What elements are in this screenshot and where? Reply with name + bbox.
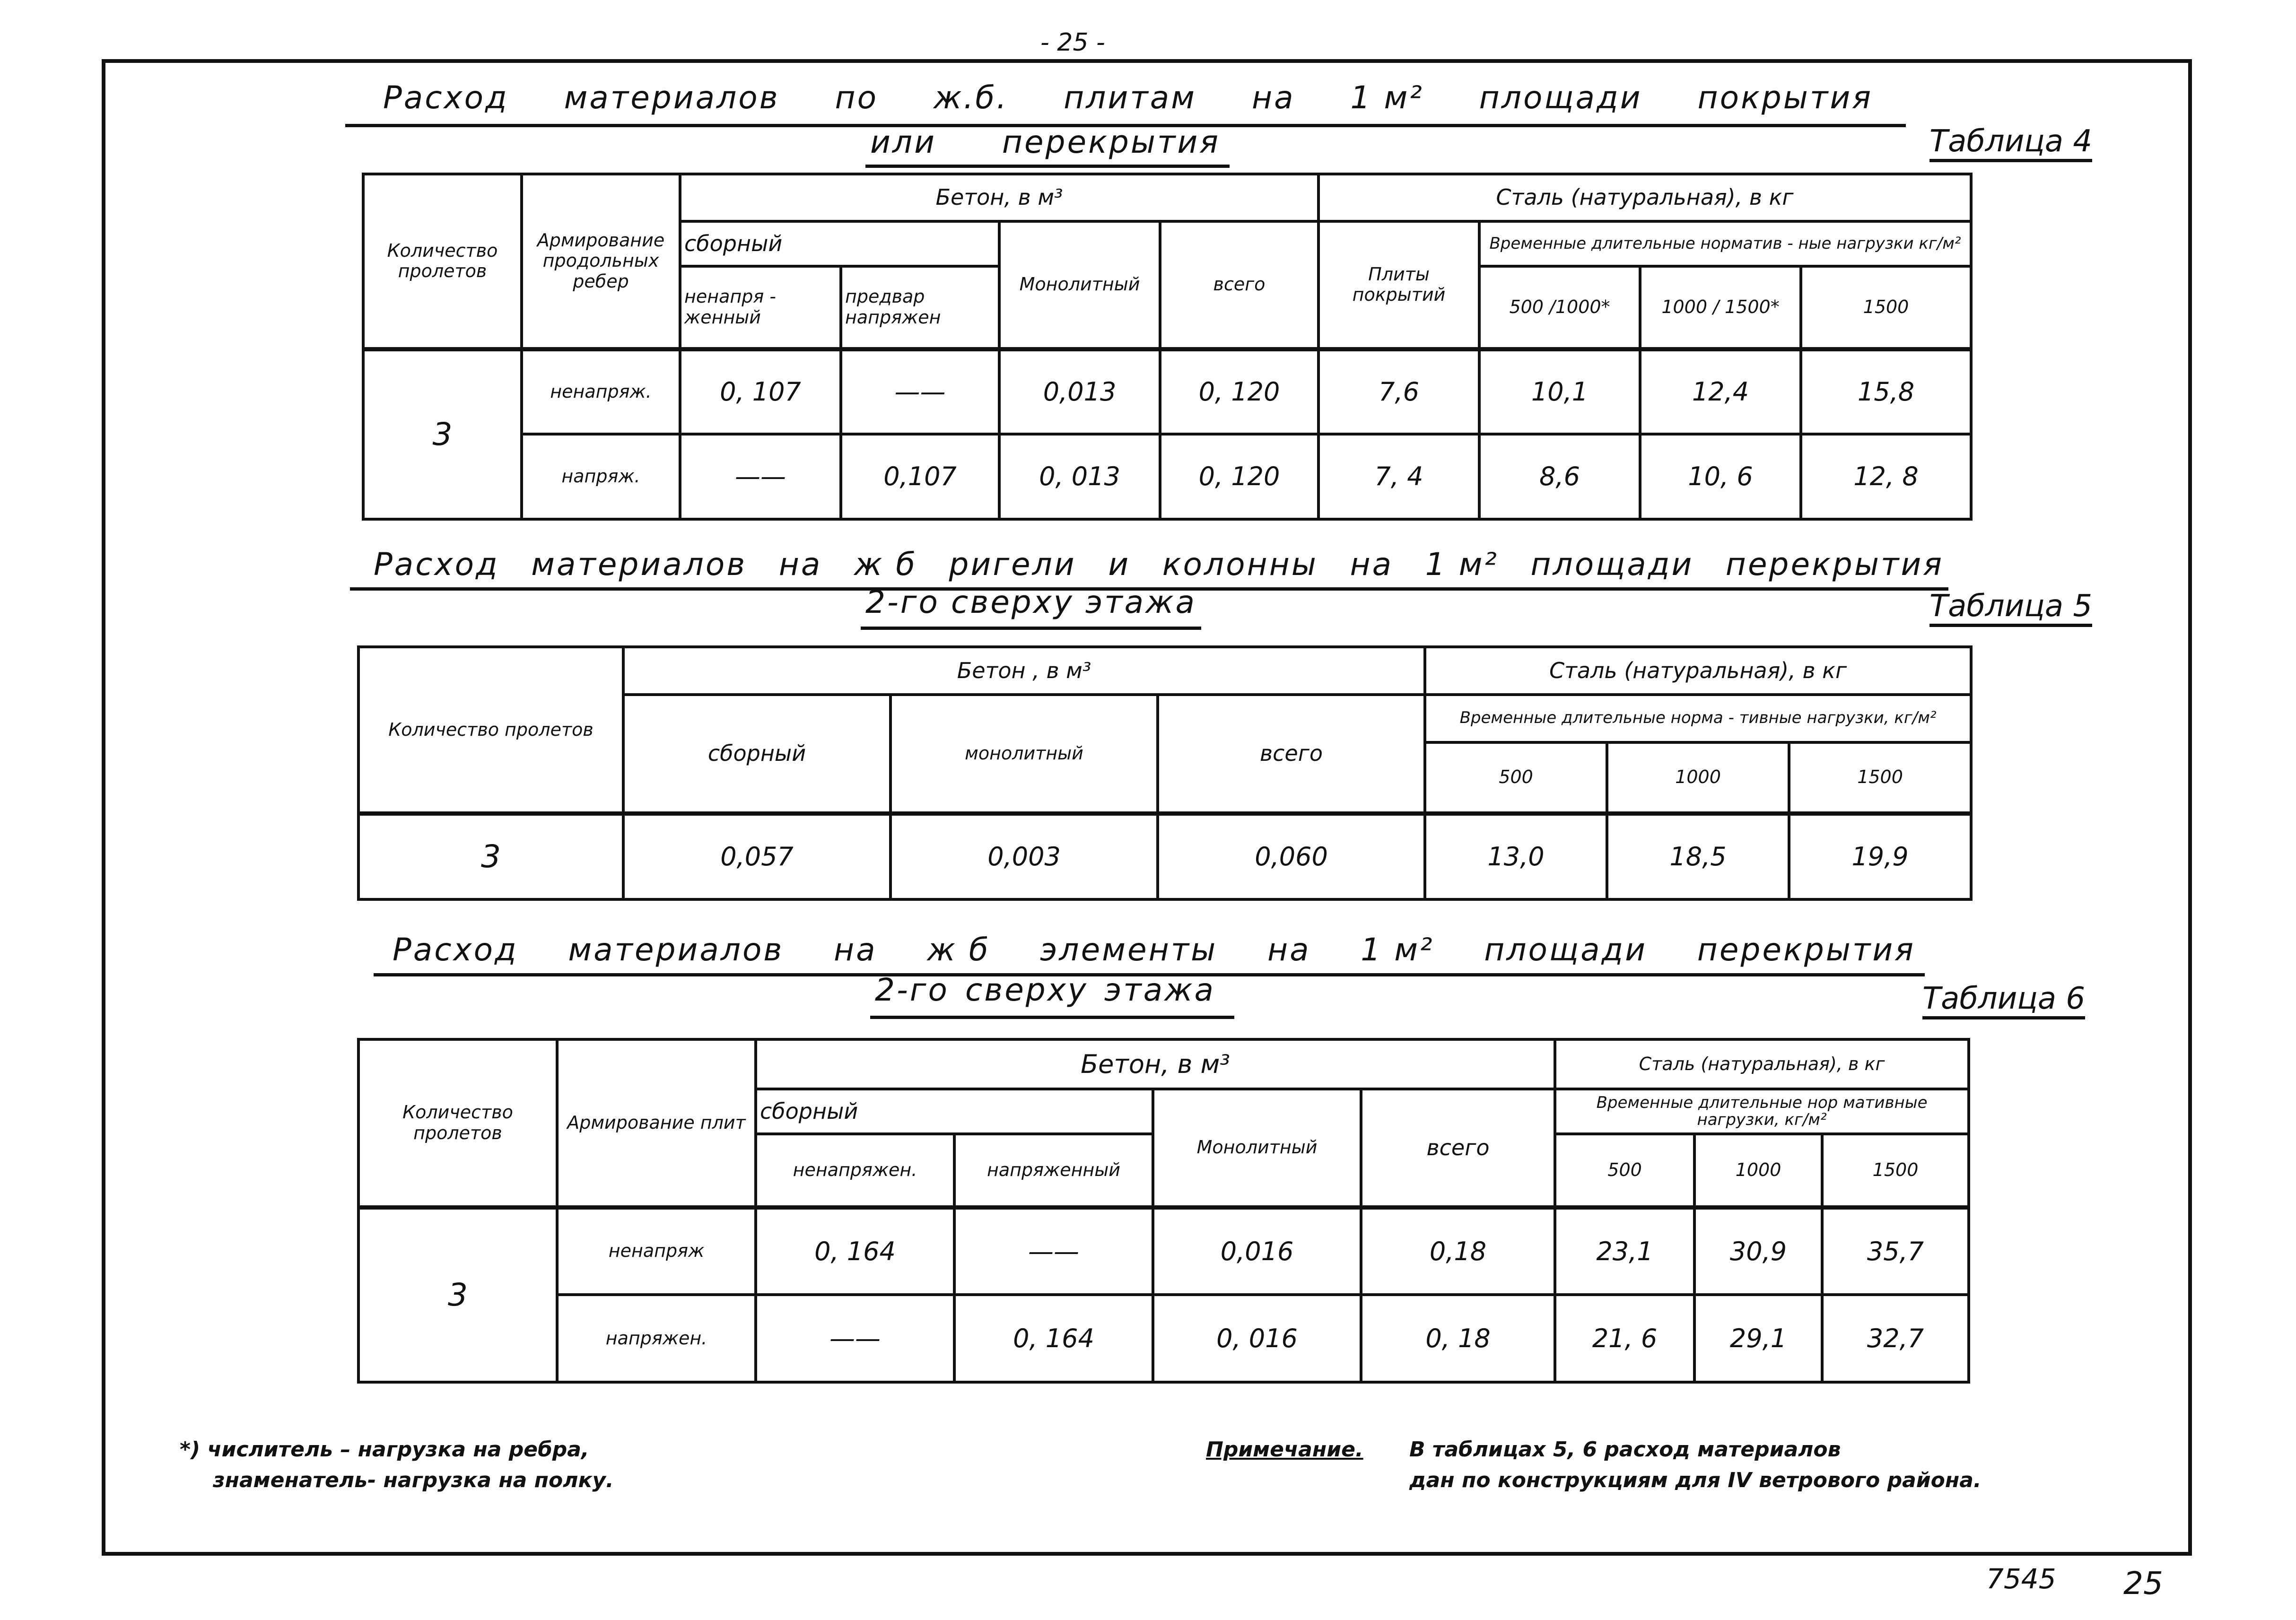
- t6-header-beton: Бетон, в м³: [756, 1039, 1555, 1089]
- t6-row2-arm: напряжен.: [557, 1295, 756, 1382]
- t4-header-loads: Временные длительные норматив - ные нагрузки кг/м²: [1479, 221, 1971, 266]
- t4-row2-arm: напряж.: [522, 434, 680, 519]
- t4-table-label: Таблица 4: [1929, 124, 2092, 162]
- table-row: [358, 1207, 1969, 1295]
- t4-row2-c3: 0, 013: [999, 434, 1160, 519]
- t4-row1-c5: 7,6: [1318, 349, 1479, 434]
- t6-header-loads: Временные длительные нор мативные нагрузки, кг/м²: [1555, 1089, 1969, 1134]
- t5-c4: 13,0: [1425, 814, 1607, 899]
- t4-header-vsego: всего: [1160, 221, 1318, 349]
- t4-row1-c3: 0,013: [999, 349, 1160, 434]
- t5-header-steel: Сталь (натуральная), в кг: [1425, 647, 1971, 695]
- t4-title2-underline: [865, 165, 1230, 168]
- t4-qty: 3: [363, 349, 522, 519]
- t4-title-line1: Расход материалов по ж.б. плитам на 1 м² площади покрытия: [383, 79, 1873, 116]
- t4-row1-c8: 15,8: [1801, 349, 1971, 434]
- t6-row2-c5: 21, 6: [1555, 1295, 1694, 1382]
- t6-header-qty: Количество пролетов: [358, 1039, 557, 1207]
- table-4: [362, 173, 1973, 521]
- t5-header-qty: Количество пролетов: [358, 647, 623, 814]
- t4-row1-c7: 12,4: [1640, 349, 1801, 434]
- t6-header-napr: напряженный: [954, 1134, 1153, 1207]
- t4-row2-c8: 12, 8: [1801, 434, 1971, 519]
- t5-c5: 18,5: [1607, 814, 1789, 899]
- t4-header-steel: Сталь (натуральная), в кг: [1318, 174, 1971, 221]
- page-number-top: - 25 -: [1040, 28, 1105, 57]
- t5-header-monolit: монолитный: [890, 695, 1158, 814]
- t4-header-load3: 1500: [1801, 266, 1971, 349]
- t4-header-load2: 1000 / 1500*: [1640, 266, 1801, 349]
- table-5: [357, 645, 1973, 901]
- t6-header-arm: Армирование плит: [557, 1039, 756, 1207]
- t6-row1-c4: 0,18: [1361, 1207, 1555, 1295]
- t4-header-plity: Плиты покрытий: [1318, 221, 1479, 349]
- t5-header-load3: 1500: [1789, 742, 1971, 814]
- t6-header-load2: 1000: [1694, 1134, 1822, 1207]
- note-line1: В таблицах 5, 6 расход материалов: [1409, 1437, 1841, 1462]
- t5-title-line2: 2-го сверху этажа: [865, 584, 1196, 620]
- t4-header-monolit: Монолитный: [999, 221, 1160, 349]
- t6-header-nenapr: ненапряжен.: [756, 1134, 954, 1207]
- t6-header-vsego: всего: [1361, 1089, 1555, 1207]
- t5-header-sborny: сборный: [623, 695, 890, 814]
- t6-header-sborny: сборный: [756, 1089, 1153, 1134]
- t4-header-qty: Количество пролетов: [363, 174, 522, 349]
- t4-row2-c5: 7, 4: [1318, 434, 1479, 519]
- t5-c6: 19,9: [1789, 814, 1971, 899]
- t6-row2-c4: 0, 18: [1361, 1295, 1555, 1382]
- t4-row1-arm: ненапряж.: [522, 349, 680, 434]
- t6-row1-c6: 30,9: [1694, 1207, 1822, 1295]
- t4-header-predvar: предвар напряжен: [841, 266, 999, 349]
- t6-title-line2: 2-го сверху этажа: [875, 972, 1215, 1008]
- footer-page: 25: [2123, 1565, 2163, 1602]
- t4-row2-c6: 8,6: [1479, 434, 1640, 519]
- t6-header-load1: 500: [1555, 1134, 1694, 1207]
- t5-table-label: Таблица 5: [1929, 589, 2092, 627]
- t6-header-monolit: Монолитный: [1153, 1089, 1361, 1207]
- t6-row2-c3: 0, 016: [1153, 1295, 1361, 1382]
- t6-row2-c1: ——: [756, 1295, 954, 1382]
- t4-row1-c4: 0, 120: [1160, 349, 1318, 434]
- table-6: [357, 1038, 1970, 1384]
- t6-qty: 3: [358, 1207, 557, 1382]
- t6-row1-c5: 23,1: [1555, 1207, 1694, 1295]
- table-row: [358, 814, 1971, 899]
- t4-row2-c7: 10, 6: [1640, 434, 1801, 519]
- t6-header-load3: 1500: [1822, 1134, 1969, 1207]
- t5-title-line1: Расход материалов на ж б ригели и колонны на 1 м² площади перекрытия: [374, 546, 1944, 583]
- t6-row2-c7: 32,7: [1822, 1295, 1969, 1382]
- t6-row1-c1: 0, 164: [756, 1207, 954, 1295]
- footnote-line1: *) числитель – нагрузка на ребра,: [180, 1437, 589, 1462]
- t4-header-nenapr: ненапря - женный: [680, 266, 841, 349]
- footnote-line2: знаменатель- нагрузка на полку.: [213, 1468, 614, 1492]
- t6-header-steel: Сталь (натуральная), в кг: [1555, 1039, 1969, 1089]
- t4-row2-c4: 0, 120: [1160, 434, 1318, 519]
- t4-row2-c1: ——: [680, 434, 841, 519]
- table-row: [363, 349, 1971, 434]
- t6-row1-c2: ——: [954, 1207, 1153, 1295]
- t4-title-line2: или перекрытия: [870, 124, 1220, 160]
- t6-row2-c2: 0, 164: [954, 1295, 1153, 1382]
- t5-header-vsego: всего: [1158, 695, 1425, 814]
- t6-title-line1: Расход материалов на ж б элементы на 1 м² площади перекрытия: [393, 932, 1915, 968]
- t6-row1-c7: 35,7: [1822, 1207, 1969, 1295]
- t4-header-load1: 500 /1000*: [1479, 266, 1640, 349]
- t5-qty: 3: [358, 814, 623, 899]
- t6-row2-c6: 29,1: [1694, 1295, 1822, 1382]
- t6-table-label: Таблица 6: [1922, 981, 2085, 1019]
- t4-header-arm: Армирование продольных ребер: [522, 174, 680, 349]
- footer-code: 7545: [1986, 1563, 2056, 1595]
- note-label: Примечание.: [1206, 1437, 1363, 1462]
- t6-title2-underline: [870, 1016, 1234, 1019]
- t4-row1-c2: ——: [841, 349, 999, 434]
- table-row: [358, 1295, 1969, 1382]
- t5-c2: 0,003: [890, 814, 1158, 899]
- t6-row1-arm: ненапряж: [557, 1207, 756, 1295]
- t5-header-loads: Временные длительные норма - тивные нагрузки, кг/м²: [1425, 695, 1971, 742]
- t4-header-beton: Бетон, в м³: [680, 174, 1318, 221]
- table-row: [363, 434, 1971, 519]
- t4-row1-c1: 0, 107: [680, 349, 841, 434]
- t5-c3: 0,060: [1158, 814, 1425, 899]
- t5-title2-underline: [861, 627, 1201, 630]
- note-line2: дан по конструкциям для IV ветрового района.: [1409, 1468, 1982, 1492]
- t6-row1-c3: 0,016: [1153, 1207, 1361, 1295]
- t5-header-load2: 1000: [1607, 742, 1789, 814]
- t4-row2-c2: 0,107: [841, 434, 999, 519]
- t5-header-beton: Бетон , в м³: [623, 647, 1425, 695]
- t5-c1: 0,057: [623, 814, 890, 899]
- t4-header-sborny: сборный: [680, 221, 999, 266]
- t4-row1-c6: 10,1: [1479, 349, 1640, 434]
- t5-header-load1: 500: [1425, 742, 1607, 814]
